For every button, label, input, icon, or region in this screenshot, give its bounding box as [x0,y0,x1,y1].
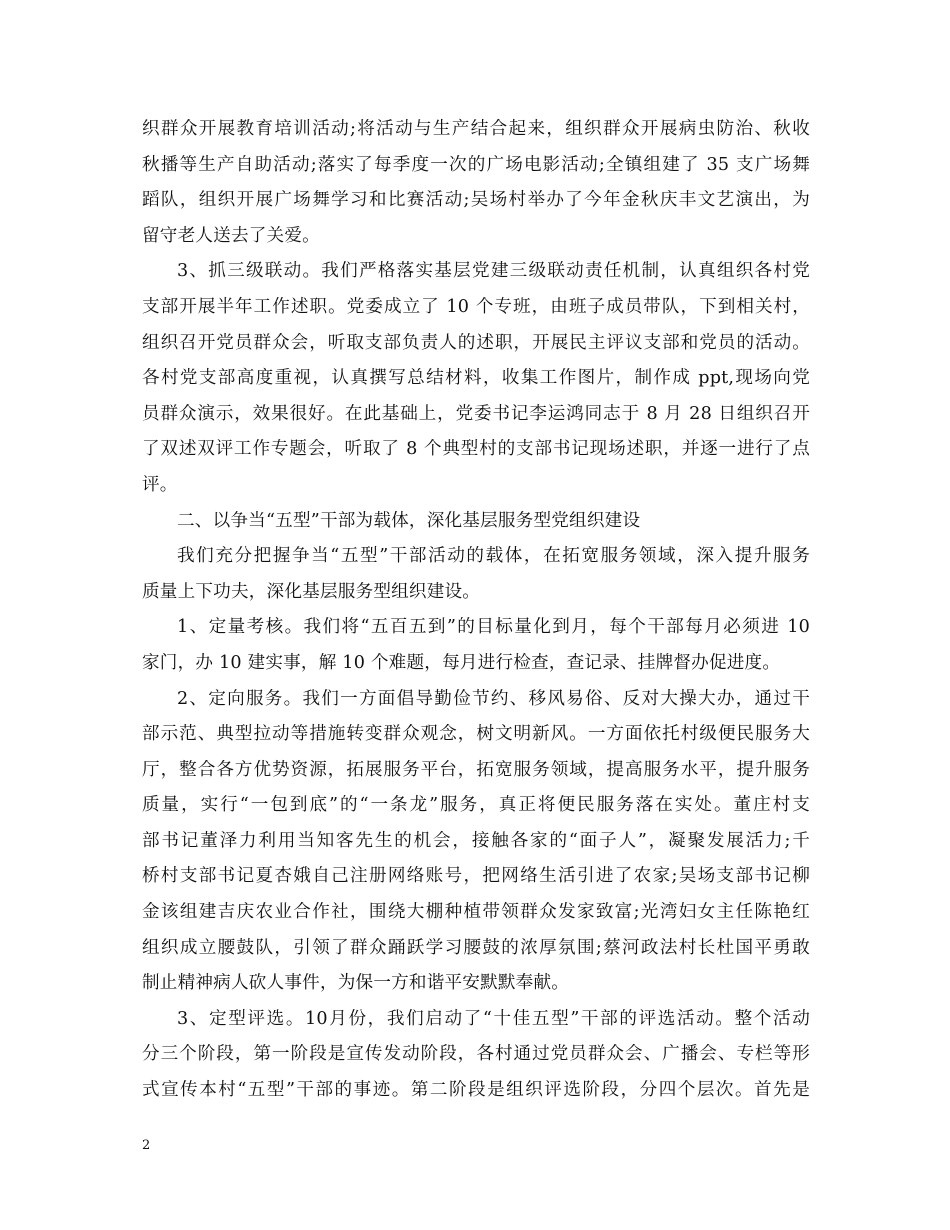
text-line: 1、定量考核。我们将“五百五到”的目标量化到月，每个干部每月必须进 10 [177,617,810,638]
text-line: 组织成立腰鼓队，引领了群众踊跃学习腰鼓的浓厚氛围;蔡河政法村长杜国平勇敢 [142,937,810,958]
document-body [142,112,810,1109]
text-line: 分三个阶段，第一阶段是宣传发动阶段，各村通过党员群众会、广播会、专栏等形 [142,1044,810,1065]
text-line: 了双述双评工作专题会，听取了 8 个典型村的支部书记现场述职，并逐一进行了点 [142,439,810,460]
text-line: 员群众演示，效果很好。在此基础上，党委书记李运鸿同志于 8 月 28 日组织召开 [142,403,810,424]
text-line: 部示范、典型拉动等措施转变群众观念，树文明新风。一方面依托村级便民服务大 [142,724,810,745]
text-line: 2、定向服务。我们一方面倡导勤俭节约、移风易俗、反对大操大办，通过干 [177,688,810,709]
text-line: 式宣传本村“五型”干部的事迹。第二阶段是组织评选阶段，分四个层次。首先是 [142,1080,810,1101]
text-line: 秋播等生产自助活动;落实了每季度一次的广场电影活动;全镇组建了 35 支广场舞 [142,154,810,175]
text-line: 留守老人送去了关爱。 [142,225,320,246]
text-line: 桥村支部书记夏杏娥自己注册网络账号，把网络生活引进了农家;吴场支部书记柳 [142,866,810,887]
text-line: 各村党支部高度重视，认真撰写总结材料，收集工作图片，制作成 ppt,现场向党 [142,368,810,389]
text-line: 质量上下功夫，深化基层服务型组织建设。 [142,581,481,602]
text-line: 我们充分把握争当“五型”干部活动的载体，在拓宽服务领域，深入提升服务 [177,546,810,567]
text-line: 厅，整合各方优势资源，拓展服务平台，拓宽服务领域，提高服务水平，提升服务 [142,759,810,780]
text-line: 3、抓三级联动。我们严格落实基层党建三级联动责任机制，认真组织各村党 [177,261,810,282]
text-line: 制止精神病人砍人事件，为保一方和谐平安默默奉献。 [142,973,570,994]
text-line: 评。 [142,474,178,495]
text-line: 金该组建吉庆农业合作社，围绕大棚种植带领群众发家致富;光湾妇女主任陈艳红 [142,902,810,923]
text-line: 蹈队，组织开展广场舞学习和比赛活动;吴场村举办了今年金秋庆丰文艺演出，为 [142,190,810,211]
text-line: 组织召开党员群众会，听取支部负责人的述职，开展民主评议支部和党员的活动。 [142,332,810,353]
text-line: 织群众开展教育培训活动;将活动与生产结合起来，组织群众开展病虫防治、秋收 [142,119,810,139]
section-heading: 二、以争当“五型”干部为载体，深化基层服务型党组织建设 [177,510,641,531]
text-line: 部书记董泽力利用当知客先生的机会，接触各家的“面子人”，凝聚发展活力;千 [142,830,810,851]
text-line: 质量，实行“一包到底”的“一条龙”服务，真正将便民服务落在实处。董庄村支 [142,795,810,816]
page-number: 2 [142,1138,151,1153]
text-line: 3、定型评选。10月份，我们启动了“十佳五型”干部的评选活动。整个活动 [177,1008,810,1029]
text-line: 支部开展半年工作述职。党委成立了 10 个专班，由班子成员带队，下到相关村， [142,296,810,317]
text-line: 家门，办 10 建实事，解 10 个难题，每月进行检查，查记录、挂牌督办促进度。 [142,652,781,673]
